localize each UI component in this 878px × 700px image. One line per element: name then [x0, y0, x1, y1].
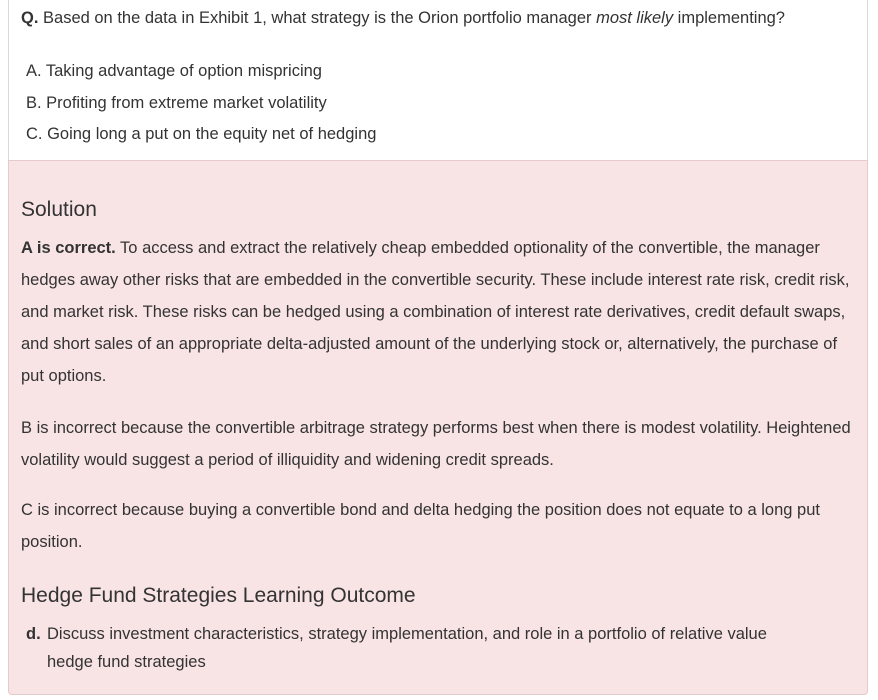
learning-outcome-line-1: Discuss investment characteristics, strategy implementation, and role in a portfolio of relative value [47, 625, 767, 643]
learning-outcome-line-2: hedge fund strategies [47, 653, 206, 671]
learning-outcome-heading: Hedge Fund Strategies Learning Outcome [21, 584, 416, 607]
question-emphasis: most likely [596, 9, 674, 27]
question-text-end: implementing? [673, 9, 785, 27]
question-stem [21, 7, 785, 29]
question-label: Q. [21, 9, 39, 27]
learning-outcome-item [26, 620, 826, 676]
b-explanation: B is incorrect because the convertible arbitrage strategy performs best when there is modest volatility. Heightened volatility would suggest a period of illiquidity and widening credit spreads. [21, 419, 851, 469]
correct-explanation [21, 232, 859, 392]
solution-heading: Solution [21, 198, 97, 221]
learning-outcome-letter: d. [26, 625, 41, 643]
choice-c: C. Going long a put on the equity net of hedging [26, 125, 377, 143]
answer-choices [26, 56, 376, 151]
correct-text: To access and extract the relatively cheap embedded optionality of the convertible, the manager hedges away other risks that are embedded in the convertible security. These include interest rate risk, credit risk, and market risk. These risks can be hedged using a combination of interest rate derivatives, credit default swaps, and short sales of an appropriate delta-adjusted amount of the underlying stock or, alternatively, the purchase of put options. [21, 239, 850, 385]
question-text-start: Based on the data in Exhibit 1, what strategy is the Orion portfolio manager [38, 9, 597, 27]
correct-label: A is correct. [21, 239, 116, 257]
question-panel [8, 0, 868, 160]
c-explanation: C is incorrect because buying a convertible bond and delta hedging the position does not equate to a long put position. [21, 501, 820, 551]
choice-a: A. Taking advantage of option mispricing [26, 62, 322, 80]
choice-b: B. Profiting from extreme market volatility [26, 93, 327, 112]
solution-panel [8, 160, 868, 695]
